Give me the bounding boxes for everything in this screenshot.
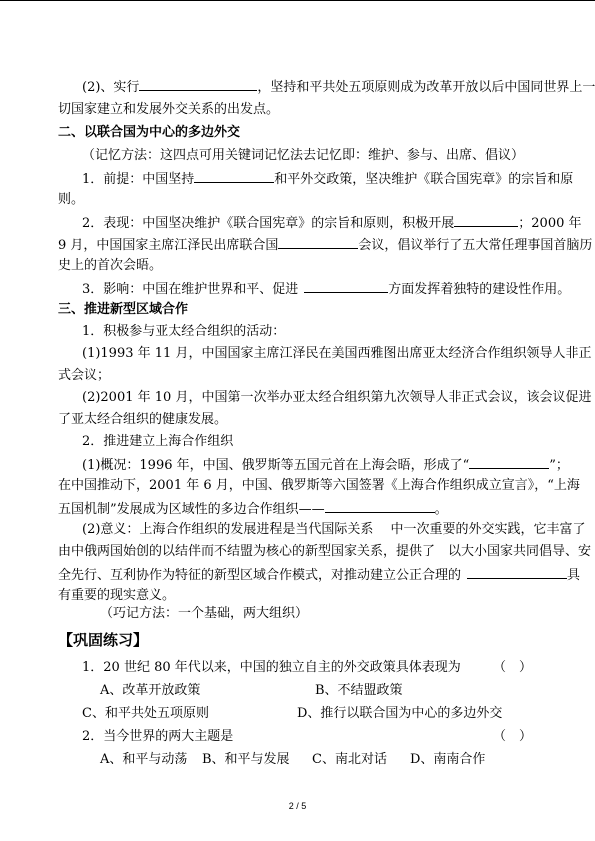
text-span: 具: [567, 568, 581, 583]
text-line: 1．积极参与亚太经合组织的活动：: [82, 324, 286, 339]
answer-paren[interactable]: （ ）: [493, 660, 533, 675]
text-span: (1)概况：1996 年，中国、俄罗斯等五国元首在上海会晤，形成了“: [82, 458, 470, 473]
text-line: 2．推进建立上海合作组织: [82, 434, 234, 449]
text-span: ；2000 年: [518, 216, 582, 231]
text-span: ”；: [549, 458, 569, 473]
text-span: 1．前提：中国坚持: [82, 172, 195, 187]
text-line: [58, 236, 592, 254]
answer-paren[interactable]: （ ）: [493, 729, 533, 744]
text-line: 式会议；: [58, 368, 111, 383]
text-line: [82, 456, 569, 474]
text-line: 由中俄两国始创的以结伴而不结盟为核心的新型国家关系，提供了 以大小国家共同倡导、安: [58, 544, 592, 559]
text-line: (2)2001 年 10 月，中国第一次举办亚太经合组织第九次领导人非正式会议，该会议促进: [82, 390, 592, 405]
option-b[interactable]: B、不结盟政策: [315, 683, 403, 698]
text-span: 和平外交政策，坚决维护《联合国宪章》的宗旨和原: [274, 172, 574, 187]
question-text: 2．当今世界的两大主题是: [82, 729, 234, 744]
top-rule: [0, 0, 595, 1]
text-line: （巧记方法：一个基础，两大组织）: [100, 606, 309, 621]
text-line: 在中国推动下，2001 年 6 月，中国、俄罗斯等六国签署《上海合作组织成立宣言》，“上海: [58, 478, 580, 493]
text-line: 则。: [58, 192, 85, 207]
fill-blank[interactable]: [467, 566, 567, 579]
text-line: 有重要的现实意义。: [58, 588, 176, 603]
fill-blank[interactable]: [304, 280, 388, 293]
page-number: 2 / 5: [288, 801, 307, 811]
text-span: 全先行、互利协作为特征的新型区域合作模式，对推动建立公正合理的: [58, 568, 462, 583]
text-line: [82, 78, 595, 96]
text-line: [58, 500, 448, 518]
text-line: [82, 214, 582, 232]
fill-blank[interactable]: [278, 236, 358, 249]
option-b[interactable]: B、和平与发展: [202, 752, 290, 767]
text-line: (1)1993 年 11 月，中国国家主席江泽民在美国西雅图出席亚太经济合作组织领导人非正: [82, 346, 592, 361]
text-line: [82, 170, 573, 188]
text-line: 了亚太经合组织的健康发展。: [58, 412, 228, 427]
practice-title: 【巩固练习】: [58, 631, 149, 649]
option-c[interactable]: C、和平共处五项原则: [82, 706, 209, 721]
text-span: 9 月，中国国家主席江泽民出席联合国: [58, 238, 279, 253]
section-heading: 二、以联合国为中心的多边外交: [58, 125, 241, 140]
text-span: 会议，倡议举行了五大常任理事国首脑历: [358, 238, 593, 253]
text-span: ，坚持和平共处五项原则成为改革开放以后中国同世界上一: [257, 80, 595, 95]
fill-blank[interactable]: [454, 214, 518, 227]
text-line: （记忆方法：这四点可用关键词记忆法去记忆即：维护、参与、出席、倡议）: [82, 148, 525, 163]
text-line: 史上的首次会晤。: [58, 258, 163, 273]
section-heading: 三、推进新型区域合作: [58, 302, 189, 317]
text-span: 五国机制”发展成为区域性的多边合作组织——: [58, 502, 325, 517]
question-text: 1．20 世纪 80 年代以来，中国的独立自主的外交政策具体表现为: [82, 660, 461, 675]
text-line: (2)意义：上海合作组织的发展进程是当代国际关系 中一次重要的外交实践，它丰富了: [82, 522, 586, 537]
fill-blank[interactable]: [325, 500, 435, 513]
fill-blank[interactable]: [139, 78, 257, 91]
text-line: [58, 566, 580, 584]
option-d[interactable]: D、南南合作: [410, 752, 486, 767]
text-span: (2)、实行: [82, 80, 140, 95]
option-d[interactable]: D、推行以联合国为中心的多边外交: [297, 706, 503, 721]
option-a[interactable]: A、和平与动荡: [100, 752, 188, 767]
text-span: 2．表现：中国坚决维护《联合国宪章》的宗旨和原则，积极开展: [82, 216, 455, 231]
text-span: 方面发挥着独特的建设性作用。: [388, 282, 571, 297]
text-line: 切国家建立和发展外交关系的出发点。: [58, 102, 280, 117]
text-span: 。: [434, 502, 448, 517]
fill-blank[interactable]: [469, 456, 549, 469]
option-c[interactable]: C、南北对话: [312, 752, 387, 767]
option-a[interactable]: A、改革开放政策: [100, 683, 201, 698]
fill-blank[interactable]: [194, 170, 274, 183]
text-line: [82, 280, 570, 298]
text-span: 3．影响：中国在维护世界和平、促进: [82, 282, 299, 297]
